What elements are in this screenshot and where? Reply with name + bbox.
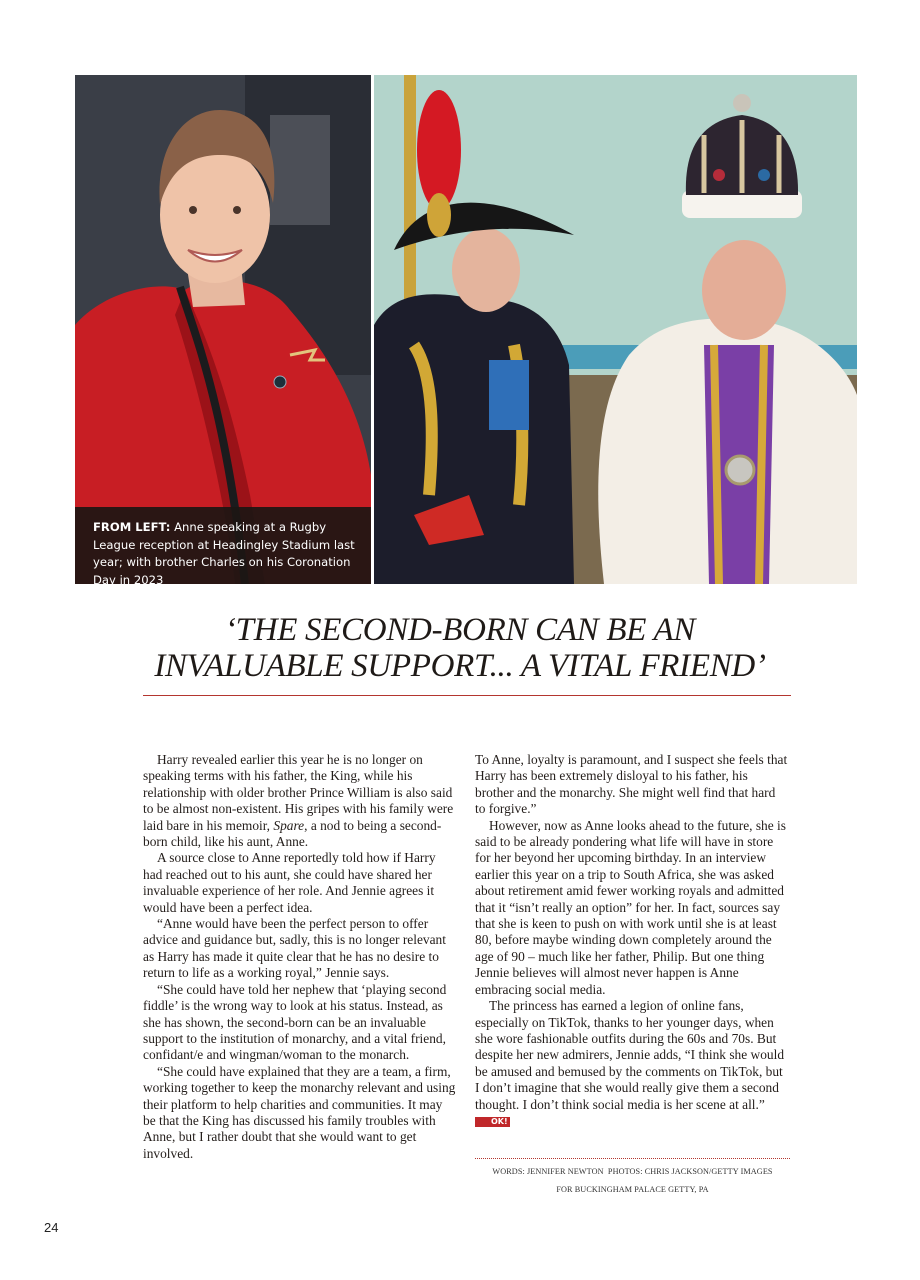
- credits-divider: [475, 1158, 790, 1159]
- body-column-right: [475, 752, 788, 1129]
- body-paragraph: “She could have explained that they are a team, a firm, working together to keep the monarchy relevant and using their platform to help charities and communities. It may be that the King has discussed his family troubles with Anne, but I rather doubt that she would want to get involved.: [143, 1063, 456, 1161]
- body-paragraph: The princess has earned a legion of online fans, especially on TikTok, thanks to her younger days, when she wore fashionable outfits during the 60s and 70s. But despite her new admirers, Jennie adds, “I think she would be amused and bemused by the comments on TikTok, but I don’t imagine that she would really give them a second thought. I don’t think social media is her scene at all.” OK!: [475, 998, 785, 1126]
- photo-credits: [475, 1163, 790, 1199]
- body-column-left: [143, 752, 456, 1162]
- photo-anne-and-charles-illustration: [374, 75, 857, 584]
- headline-line-2: INVALUABLE SUPPORT... A VITAL FRIEND’: [154, 648, 766, 684]
- page-number: 24: [44, 1220, 59, 1235]
- pull-quote-headline: [100, 612, 820, 684]
- headline-line-1: ‘THE SECOND-BORN CAN BE AN: [224, 612, 696, 648]
- photo-anne-and-charles-coronation: [374, 75, 857, 584]
- end-mark-ok-logo: OK!: [475, 1117, 510, 1127]
- body-paragraph: Harry revealed earlier this year he is no longer on speaking terms with his father, the King, while his relationship with older brother Prince William is also said to be almost non-existent. His gripes with his family were laid bare in his memoir, Spare, a nod to being a second-born child, like his aunt, Anne.: [143, 752, 454, 850]
- headline-divider: [143, 695, 791, 696]
- body-paragraph: A source close to Anne reportedly told how if Harry had reached out to his aunt, she could have shared her invaluable experience of her role. And Jennie agrees it would have been a perfect idea.: [143, 850, 436, 915]
- body-paragraph: “Anne would have been the perfect person to offer advice and guidance but, sadly, this is no longer relevant as Harry has made it quite clear that he has no desire to return to life as a working royal,” Jennie says.: [143, 916, 446, 981]
- body-paragraph: To Anne, loyalty is paramount, and I suspect she feels that Harry has been extremely disloyal to his father, his brother and the monarchy. She might well find that hard to forgive.”: [475, 752, 788, 817]
- photo-caption: [75, 507, 371, 587]
- body-paragraph: However, now as Anne looks ahead to the future, she is said to be already pondering what life will have in store for her beyond her upcoming birthday. In an interview earlier this year on a trip to South Africa, she was asked about retirement amid fewer working royals and admitted that it “isn’t really an option” for her. In fact, sources say that she is keen to push on with work until she is at least 80, before maybe winding down completely around the age of 90 – much like her father, Philip. But one thing Jennie believes will almost never happen is Anne embracing social media.: [475, 817, 786, 997]
- body-paragraph: “She could have told her nephew that ‘playing second fiddle’ is the wrong way to look at his status. Instead, as she has shown, the second-born can be an invaluable support to the institution of monarchy, and a vital friend, confidant/e and wingman/woman to the monarch.: [143, 981, 447, 1063]
- caption-text: Anne speaking at a Rugby League reception at Headingley Stadium last year; with brother Charles on his Coronation Day in 2023: [93, 520, 355, 587]
- caption-lead: FROM LEFT:: [93, 520, 171, 534]
- credits-line-1: WORDS: JENNIFER NEWTON PHOTOS: CHRIS JACKSON/GETTY IMAGES: [492, 1167, 773, 1176]
- credits-line-2: FOR BUCKINGHAM PALACE GETTY, PA: [556, 1185, 709, 1194]
